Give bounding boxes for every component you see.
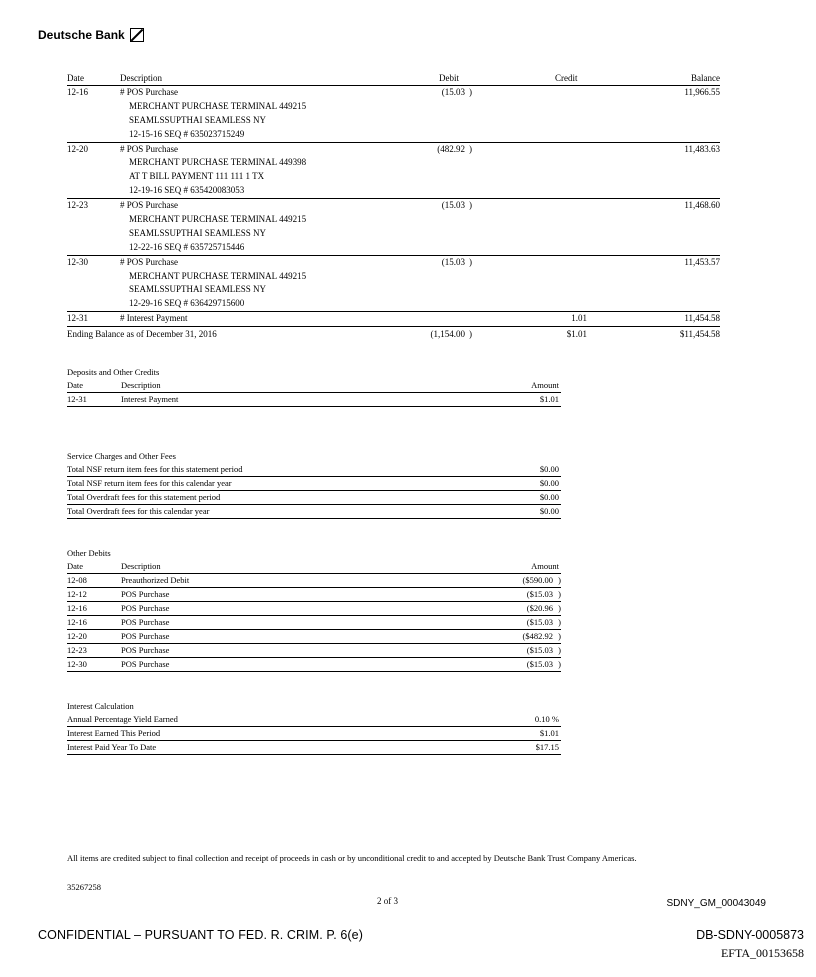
page-number: 2 of 3 [377,896,398,906]
debit-date: 12-16 [67,603,87,613]
debit-row [67,644,561,658]
debit-row [67,588,561,602]
other-debits-header-date: Date [67,561,84,571]
fee-row [67,491,561,505]
interest-row [67,713,561,727]
bates-number-db: DB-SDNY-0005873 [696,928,804,942]
tx-detail: 12-29-16 SEQ # 636429715600 [129,298,245,309]
tx-balance: 11,454.58 [684,313,720,324]
tx-date: 12-31 [67,313,88,324]
tx-credit: 1.01 [571,313,587,324]
tx-date: 12-30 [67,256,88,267]
interest-label: Interest Earned This Period [67,728,161,738]
debit-paren: ) [558,575,561,585]
debit-amount: ($15.03 [526,659,553,669]
deposits-header-description: Description [121,380,161,390]
fee-label: Total NSF return item fees for this calendar year [67,478,232,488]
other-debits-header-description: Description [121,561,161,571]
debit-date: 12-20 [67,631,87,641]
debit-description: POS Purchase [121,617,170,627]
debit-date: 12-30 [67,659,87,669]
tx-date: 12-16 [67,87,88,97]
debit-date: 12-16 [67,617,87,627]
debit-date: 12-23 [67,645,87,655]
interest-value: $17.15 [535,742,559,752]
tx-detail: SEAMLSSUPTHAI SEAMLESS NY [129,284,267,295]
debit-row [67,616,561,630]
tx-date: 12-23 [67,200,88,211]
debit-amount: ($20.96 [526,603,553,613]
tx-detail: 12-15-16 SEQ # 635023715249 [129,128,245,139]
debit-amount: ($15.03 [526,617,553,627]
deposit-date: 12-31 [67,394,87,404]
interest-label: Interest Paid Year To Date [67,742,157,752]
transaction-row [67,143,720,200]
deposits-header-amount: Amount [531,380,559,390]
debit-amount: ($590.00 [522,575,553,585]
transaction-row [67,256,720,313]
fee-amount: $0.00 [539,506,559,516]
tx-balance: 11,468.60 [684,200,720,211]
transaction-row [67,86,720,143]
transactions-table [67,73,720,341]
transactions-header [67,73,720,86]
account-code: 35267258 [67,882,101,892]
tx-detail: AT T BILL PAYMENT 111 111 1 TX [129,171,265,182]
interest-section [67,700,561,755]
header-balance: Balance [691,73,720,83]
debit-description: POS Purchase [121,603,170,613]
deposit-row [67,393,561,407]
fee-label: Total NSF return item fees for this statement period [67,464,243,474]
tx-debit: (15.03 [441,87,465,97]
interest-label: Annual Percentage Yield Earned [67,714,178,724]
service-charges-section [67,450,561,519]
tx-detail: MERCHANT PURCHASE TERMINAL 449398 [129,157,307,168]
header-credit: Credit [555,73,578,83]
tx-date: 12-20 [67,143,88,154]
tx-debit: (15.03 [441,256,465,267]
tx-description: # POS Purchase [120,143,178,154]
debit-description: POS Purchase [121,659,170,669]
header-date: Date [67,73,84,83]
tx-debit: (482.92 [437,143,465,154]
tx-debit-paren: ) [469,200,472,211]
deposits-header [67,379,561,393]
debit-amount: ($15.03 [526,645,553,655]
bank-name: Deutsche Bank [38,28,125,42]
tx-balance: 11,453.57 [684,256,720,267]
tx-description: # POS Purchase [120,87,178,97]
interest-title: Interest Calculation [67,701,134,711]
debit-description: POS Purchase [121,631,170,641]
ending-balance-label: Ending Balance as of December 31, 2016 [67,329,217,340]
service-charges-title: Service Charges and Other Fees [67,451,176,461]
ending-balance: $11,454.58 [679,329,720,340]
other-debits-header-amount: Amount [531,561,559,571]
fee-label: Total Overdraft fees for this statement period [67,492,221,502]
fee-amount: $0.00 [539,464,559,474]
tx-debit-paren: ) [469,256,472,267]
debit-date: 12-08 [67,575,87,585]
fee-row [67,477,561,491]
debit-description: POS Purchase [121,589,170,599]
deposit-description: Interest Payment [121,394,179,404]
tx-balance: 11,966.55 [684,87,720,97]
interest-row [67,727,561,741]
ending-debit: (1,154.00 [430,329,465,340]
tx-detail: SEAMLSSUPTHAI SEAMLESS NY [129,227,267,238]
interest-row [67,741,561,755]
tx-detail: MERCHANT PURCHASE TERMINAL 449215 [129,214,307,225]
tx-description: # POS Purchase [120,256,178,267]
interest-value: $1.01 [539,728,559,738]
fee-amount: $0.00 [539,492,559,502]
tx-description: # POS Purchase [120,200,178,211]
tx-detail: MERCHANT PURCHASE TERMINAL 449215 [129,270,307,281]
debit-row [67,658,561,672]
debit-row [67,574,561,588]
tx-debit: (15.03 [441,200,465,211]
ending-credit: $1.01 [566,329,587,340]
fee-row [67,505,561,519]
debit-paren: ) [558,645,561,655]
debit-row [67,602,561,616]
debit-paren: ) [558,659,561,669]
other-debits-header [67,560,561,574]
deposits-header-date: Date [67,380,84,390]
debit-paren: ) [558,631,561,641]
bates-number-sdny: SDNY_GM_00043049 [666,898,766,909]
interest-value: 0.10 % [534,714,559,724]
transaction-row [67,199,720,256]
tx-description: # Interest Payment [120,313,188,324]
deposit-amount: $1.01 [539,394,559,404]
debit-paren: ) [558,617,561,627]
fee-row [67,463,561,477]
other-debits-section [67,547,561,672]
transaction-row [67,312,720,327]
fee-label: Total Overdraft fees for this calendar year [67,506,210,516]
header-description: Description [120,73,162,83]
tx-detail: 12-19-16 SEQ # 635420083053 [129,185,245,196]
bank-brand [38,26,144,44]
debit-amount: ($15.03 [526,589,553,599]
other-debits-title: Other Debits [67,548,111,558]
efta-number: EFTA_00153658 [720,946,804,960]
tx-detail: SEAMLSSUPTHAI SEAMLESS NY [129,114,267,125]
confidential-notice: CONFIDENTIAL – PURSUANT TO FED. R. CRIM. P. 6(e) [38,928,363,942]
debit-amount: ($482.92 [522,631,553,641]
debit-row [67,630,561,644]
header-debit: Debit [439,73,459,83]
footer-note: All items are credited subject to final collection and receipt of proceeds in cash or by unconditional credit to and accepted by Deutsche Bank Trust Company Americas. [67,853,637,863]
deposits-title: Deposits and Other Credits [67,367,160,377]
ending-debit-paren: ) [469,329,472,340]
tx-debit-paren: ) [469,143,472,154]
debit-description: Preauthorized Debit [121,575,190,585]
ending-balance-row [67,327,720,341]
debit-paren: ) [558,603,561,613]
tx-detail: 12-22-16 SEQ # 635725715446 [129,241,245,252]
deutsche-bank-logo-icon [130,28,144,42]
deposits-section [67,366,561,407]
debit-description: POS Purchase [121,645,170,655]
tx-debit-paren: ) [469,87,472,97]
tx-balance: 11,483.63 [684,143,720,154]
debit-date: 12-12 [67,589,87,599]
fee-amount: $0.00 [539,478,559,488]
debit-paren: ) [558,589,561,599]
tx-detail: MERCHANT PURCHASE TERMINAL 449215 [129,100,307,111]
